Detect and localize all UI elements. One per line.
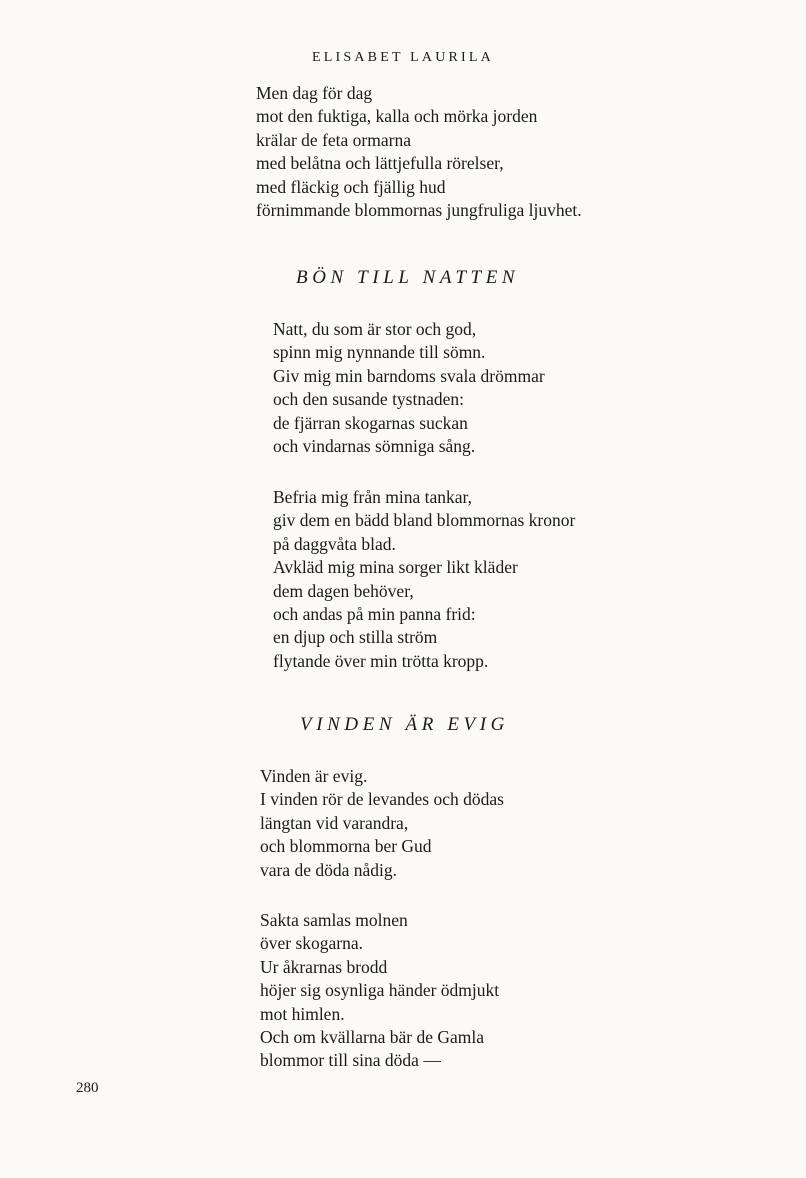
poem-line: med belåtna och lättjefulla rörelser, [256,153,504,174]
poem-title-bon-till-natten: BÖN TILL NATTEN [296,267,520,288]
poem-line: mot den fuktiga, kalla och mörka jorden [256,106,538,127]
poem-line: och den susande tystnaden: [273,389,464,410]
poem-line: Avkläd mig mina sorger likt kläder [273,557,518,578]
poem-line: Befria mig från mina tankar, [273,487,473,507]
poem-line: Sakta samlas molnen [260,910,408,930]
poem-line: höjer sig osynliga händer ödmjukt [260,980,500,1001]
poem-2-stanza-2 [260,909,499,1073]
poem-line: giv dem en bädd bland blommornas kronor [273,510,576,531]
poem-line: Ur åkrarnas brodd [260,956,388,977]
poem-line: Vinden är evig. [260,766,368,786]
poem-line: spinn mig nynnande till sömn. [273,342,486,363]
poem-title-vinden-ar-evig: VINDEN ÄR EVIG [300,714,509,735]
poem-line: mot himlen. [260,1003,345,1024]
poem-line: I vinden rör de levandes och dödas [260,789,504,810]
poem-line: förnimmande blommornas jungfruliga ljuvhet. [256,200,582,221]
poem-line: krälar de feta ormarna [256,129,411,150]
poem-line: Natt, du som är stor och god, [273,319,477,339]
poem-line: Giv mig min barndoms svala drömmar [273,365,545,386]
poem-1-stanza-1 [273,318,545,458]
poem-line: och blommorna ber Gud [260,836,432,857]
poem-line: med fläckig och fjällig hud [256,176,446,197]
poem-line: en djup och stilla ström [273,627,438,648]
poem-line: och andas på min panna frid: [273,604,476,625]
poem-1-stanza-2 [273,486,575,673]
poem-line: längtan vid varandra, [260,812,409,833]
running-head: ELISABET LAURILA [312,50,494,65]
poem-line: på daggvåta blad. [273,533,396,554]
poem-line: dem dagen behöver, [273,580,414,601]
poem-2-stanza-1 [260,765,504,882]
poem-line: över skogarna. [260,933,364,954]
poem-line: de fjärran skogarnas suckan [273,412,468,433]
opening-stanza [256,82,582,222]
poem-line: flytande över min trötta kropp. [273,650,489,671]
poem-line: och vindarnas sömniga sång. [273,436,476,457]
page-number: 280 [76,1080,99,1096]
poem-line: blommor till sina döda — [260,1050,441,1071]
poem-line: Och om kvällarna bär de Gamla [260,1027,485,1048]
poem-line: Men dag för dag [256,83,373,103]
poem-line: vara de döda nådig. [260,859,398,880]
